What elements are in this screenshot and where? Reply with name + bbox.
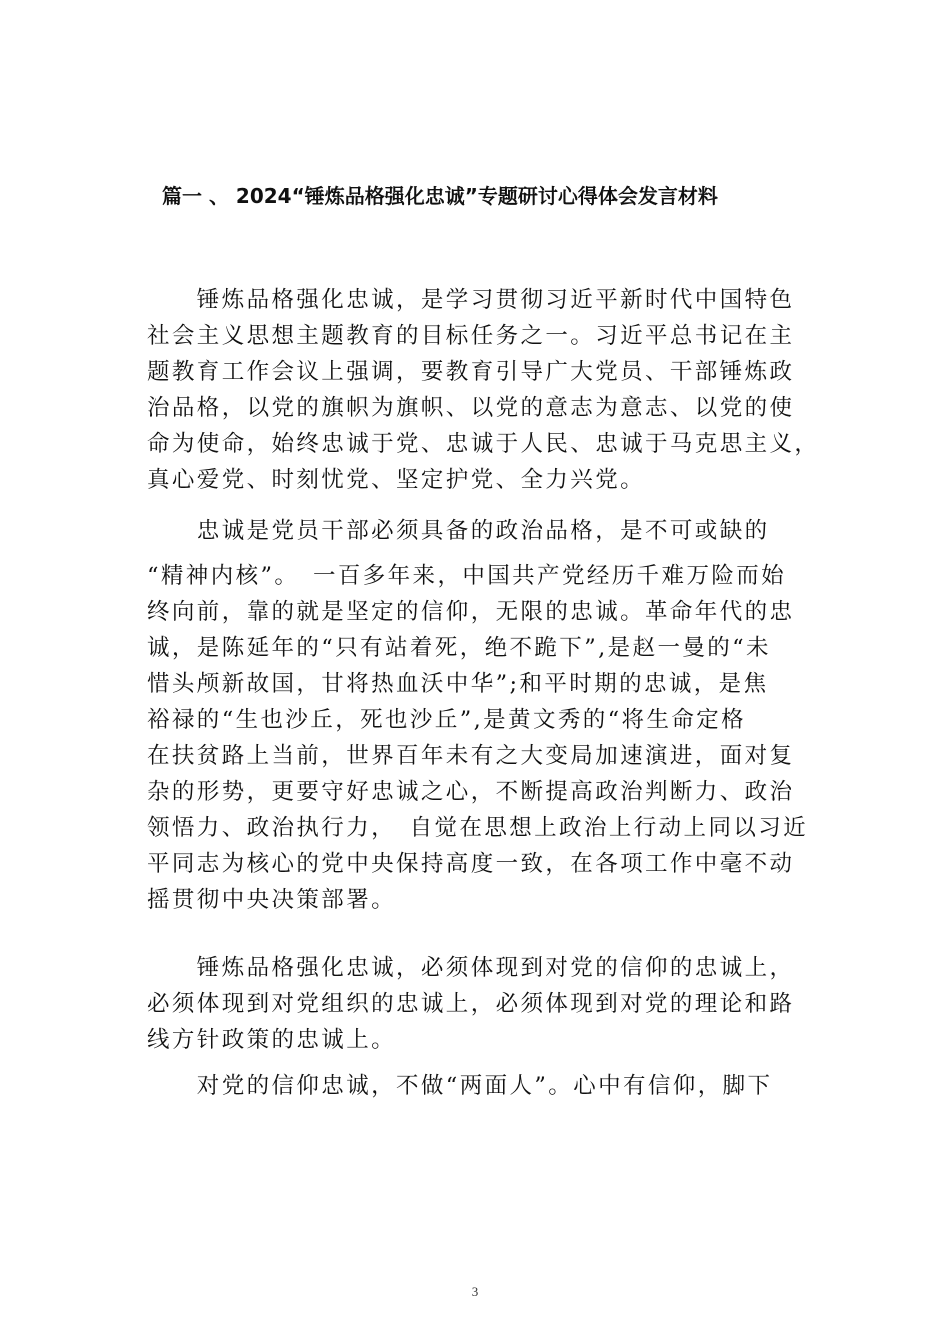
document-title: 篇一 、 2024“锤炼品格强化忠诚”专题研讨心得体会发言材料 [162, 184, 718, 208]
body-line: 治品格，以党的旗帜为旗帜、以党的意志为意志、以党的使 [147, 395, 795, 421]
body-line: “精神内核”。 一百多年来，中国共产党经历千难万险而始 [147, 563, 787, 589]
body-line: 惜头颅新故国，甘将热血沃中华”;和平时期的忠诚，是焦 [147, 671, 769, 697]
body-line: 裕禄的“生也沙丘，死也沙丘”,是黄文秀的“将生命定格 [147, 707, 747, 733]
body-line: 社会主义思想主题教育的目标任务之一。习近平总书记在主 [147, 323, 795, 349]
page-number: 3 [471, 1284, 479, 1299]
body-line: 线方针政策的忠诚上。 [147, 1027, 397, 1053]
body-line: 在扶贫路上当前，世界百年未有之大变局加速演进，面对复 [147, 743, 795, 769]
body-line: 真心爱党、时刻忧党、坚定护党、全力兴党。 [147, 467, 646, 493]
body-line: 平同志为核心的党中央保持高度一致，在各项工作中毫不动 [147, 851, 795, 877]
body-line: 命为使命，始终忠诚于党、忠诚于人民、忠诚于马克思主义， [147, 431, 820, 457]
body-line: 锤炼品格强化忠诚，是学习贯彻习近平新时代中国特色 [147, 287, 795, 313]
body-line: 领悟力、政治执行力， 自觉在思想上政治上行动上同以习近 [147, 815, 809, 841]
body-line: 题教育工作会议上强调，要教育引导广大党员、干部锤炼政 [147, 359, 795, 385]
body-line: 诚，是陈延年的“只有站着死，绝不跪下”,是赵一曼的“未 [147, 635, 771, 661]
body-line: 对党的信仰忠诚，不做“两面人”。心中有信仰，脚下 [147, 1073, 773, 1099]
body-line: 摇贯彻中央决策部署。 [147, 887, 397, 913]
body-line: 必须体现到对党组织的忠诚上，必须体现到对党的理论和路 [147, 991, 795, 1017]
body-line: 忠诚是党员干部必须具备的政治品格，是不可或缺的 [147, 518, 770, 544]
body-line: 杂的形势，更要守好忠诚之心，不断提高政治判断力、政治 [147, 779, 795, 805]
body-line: 锤炼品格强化忠诚，必须体现到对党的信仰的忠诚上， [147, 955, 795, 981]
body-line: 终向前，靠的就是坚定的信仰，无限的忠诚。革命年代的忠 [147, 599, 795, 625]
